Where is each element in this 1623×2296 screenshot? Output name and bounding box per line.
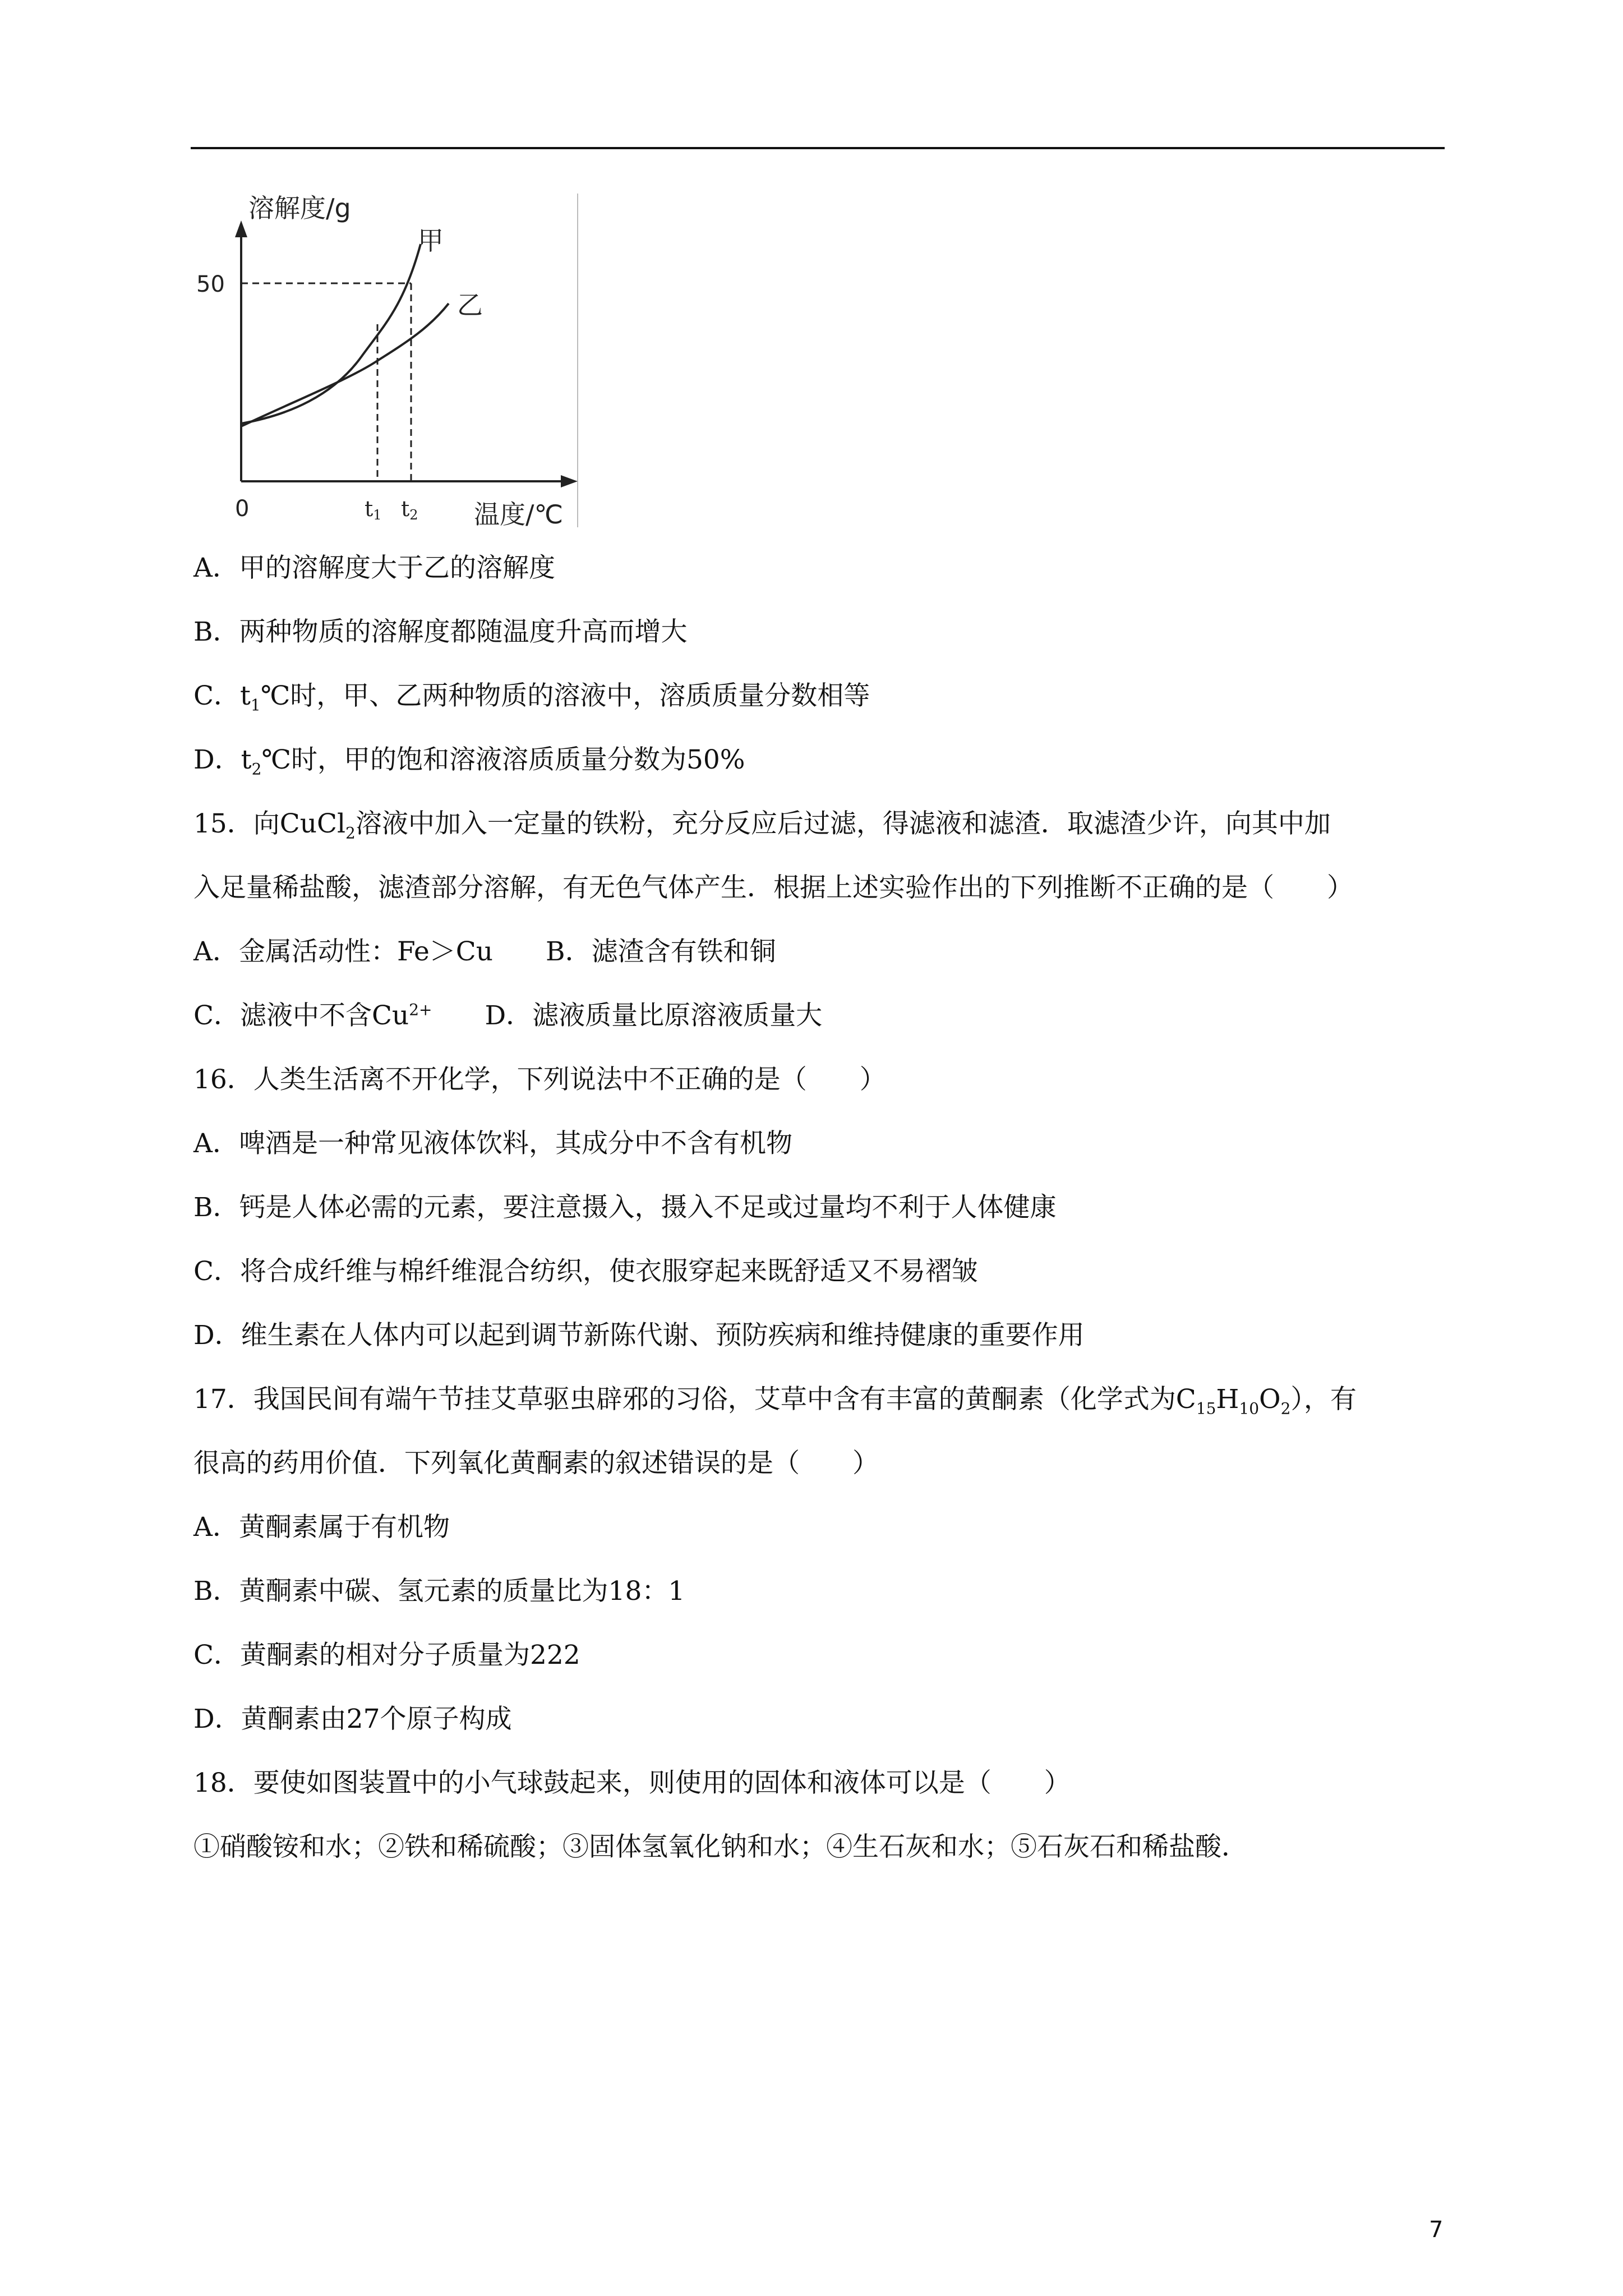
q17-stem-line2: 很高的药用价值．下列氧化黄酮素的叙述错误的是（ ）: [193, 1448, 879, 1479]
q17-option-b: B．黄酮素中碳、氢元素的质量比为18：1: [193, 1576, 685, 1607]
t2-label: t2: [401, 496, 418, 523]
q16-option-a: A．啤酒是一种常见液体饮料，其成分中不含有机物: [193, 1128, 792, 1159]
q15-stem-line1: 15．向CuCl$_2$溶液中加入一定量的铁粉，充分反应后过滤，得滤液和滤渣．取滤渣少许，向其中加: [193, 808, 1331, 843]
q15-options-cd: C．滤液中不含$Cu^{2+}$ D．滤液质量比原溶液质量大: [193, 1000, 823, 1031]
q14-option-a: A．甲的溶解度大于乙的溶解度: [193, 553, 555, 583]
page-number: 7: [1429, 2217, 1444, 2243]
solubility-graph: [193, 194, 580, 527]
series-label-jia: 甲: [418, 226, 444, 256]
q16-option-b: B．钙是人体必需的元素，要注意摄入，摄入不足或过量均不利于人体健康: [193, 1192, 1057, 1223]
y-axis-label: 溶解度/g: [248, 194, 351, 223]
header-rule: [191, 147, 1445, 149]
q17-option-c: C．黄酮素的相对分子质量为222: [193, 1640, 580, 1671]
q17-stem-line1: 17．我国民间有端午节挂艾草驱虫辟邪的习俗，艾草中含有丰富的黄酮素（化学式为$C_{15}H_{10}O_2$），有: [193, 1384, 1357, 1418]
q14-option-d: D．$t_2℃$时，甲的饱和溶液溶质质量分数为50%: [193, 744, 745, 779]
x-axis-label: 温度/℃: [474, 499, 564, 527]
origin-label: 0: [235, 496, 250, 522]
q17-option-d: D．黄酮素由27个原子构成: [193, 1704, 512, 1734]
series-label-yi: 乙: [457, 290, 483, 320]
t1-label: t1: [365, 496, 382, 523]
y-tick-50: 50: [196, 272, 225, 297]
q15-stem-line2: 入足量稀盐酸，滤渣部分溶解，有无色气体产生．根据上述实验作出的下列推断不正确的是（ ）: [193, 872, 1353, 903]
q16-option-d: D．维生素在人体内可以起到调节新陈代谢、预防疾病和维持健康的重要作用: [193, 1320, 1085, 1351]
q18-stem: 18．要使如图装置中的小气球鼓起来，则使用的固体和液体可以是（ ）: [193, 1768, 1071, 1798]
q14-option-c: C．$t_1℃$时，甲、乙两种物质的溶液中，溶质质量分数相等: [193, 680, 870, 715]
q17-option-a: A．黄酮素属于有机物: [193, 1512, 450, 1543]
q15-options-ab: A．金属活动性：Fe＞Cu B．滤渣含有铁和铜: [193, 936, 776, 967]
q16-stem: 16．人类生活离不开化学，下列说法中不正确的是（ ）: [193, 1064, 886, 1095]
q14-option-b: B．两种物质的溶解度都随温度升高而增大: [193, 616, 688, 647]
q18-options: ①硝酸铵和水；②铁和稀硫酸；③固体氢氧化钠和水；④生石灰和水；⑤石灰石和稀盐酸．: [193, 1832, 1248, 1862]
q16-option-c: C．将合成纤维与棉纤维混合纺织，使衣服穿起来既舒适又不易褶皱: [193, 1256, 978, 1287]
